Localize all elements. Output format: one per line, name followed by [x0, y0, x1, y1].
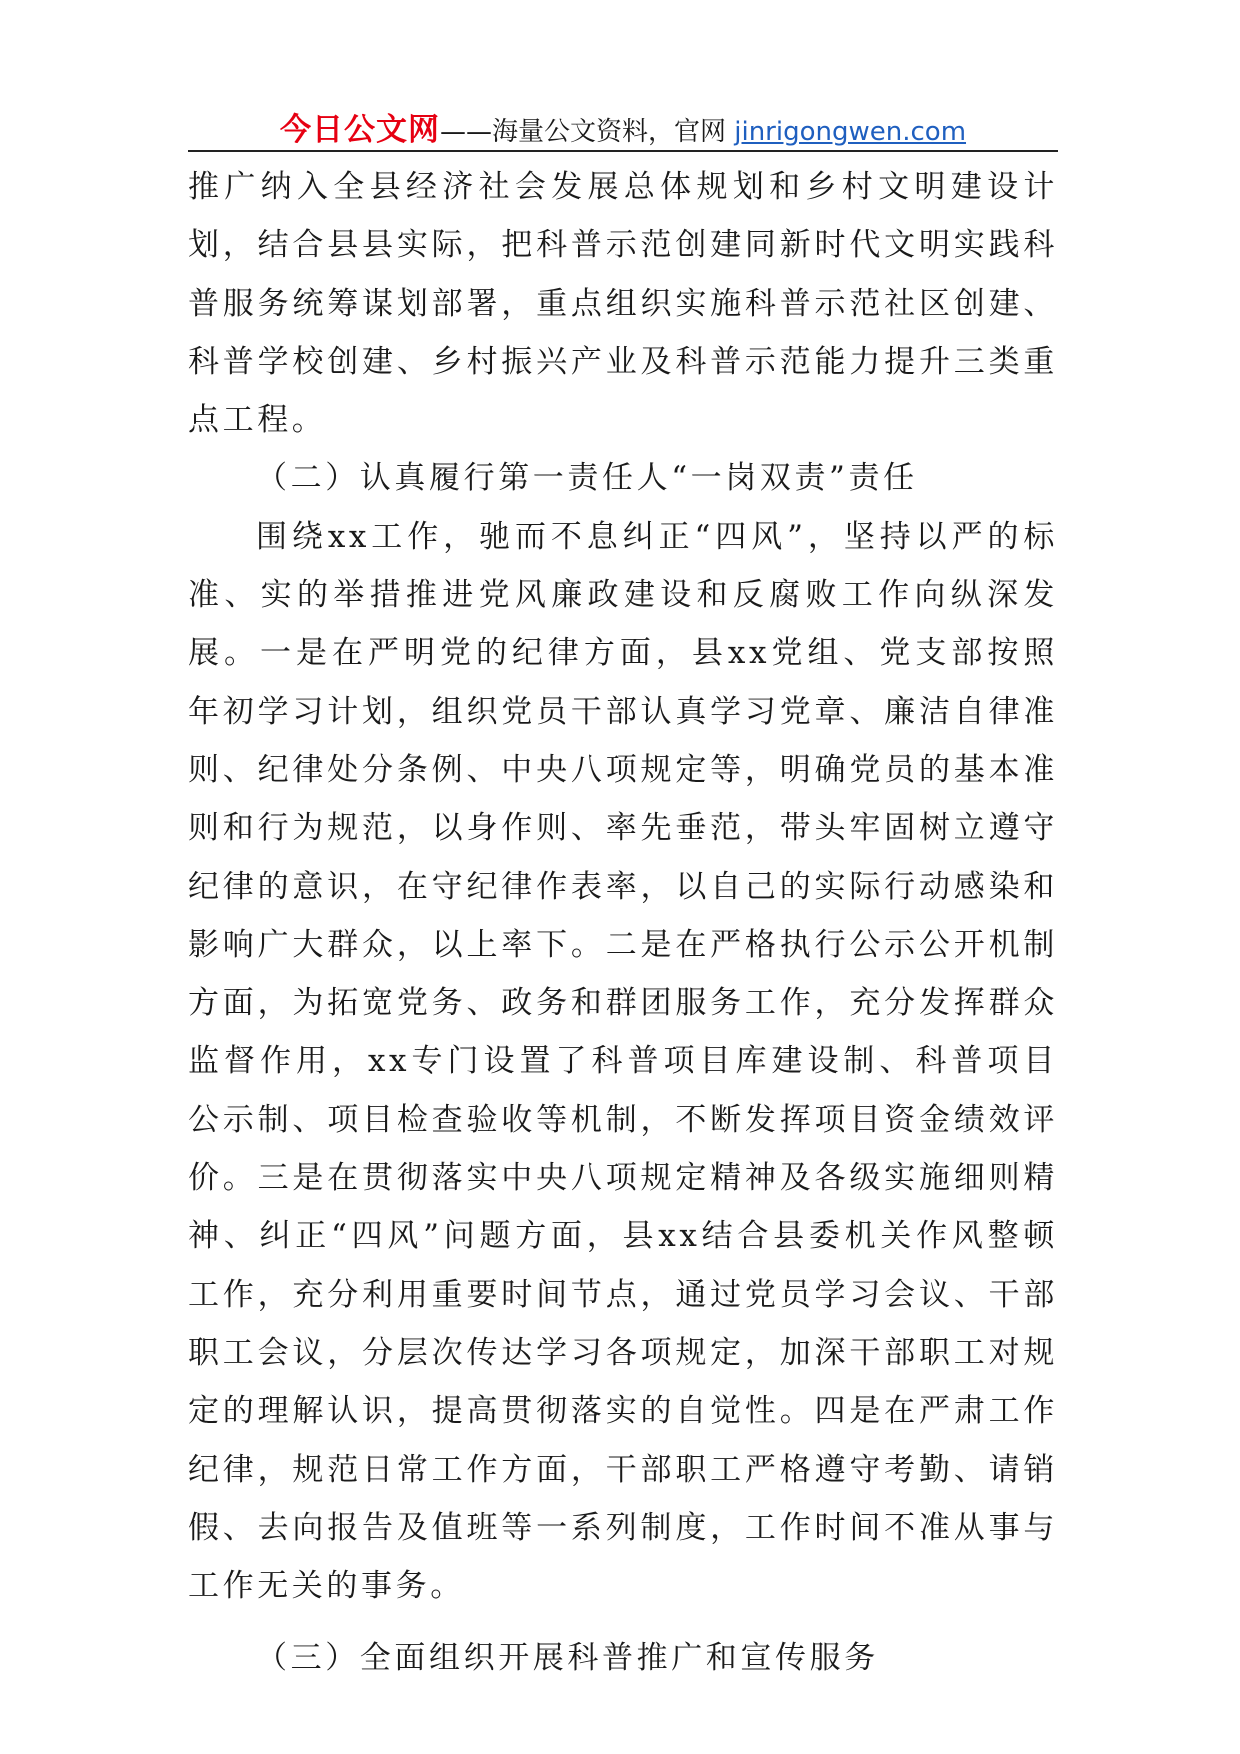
section-heading-2: （二）认真履行第一责任人“一岗双责”责任: [256, 460, 918, 497]
section-heading-3: （三）全面组织开展科普推广和宣传服务: [256, 1640, 879, 1677]
header-tagline: 海量公文资料，官网: [491, 117, 735, 147]
paragraph-2: 围绕xx工作，驰而不息纠正“四风”，坚持以严的标准、实的举措推进党风廉政建设和反腐败工作向纵深发展。一是在严明党的纪律方面，县xx党组、党支部按照年初学习计划，组织党员干部认真学习党章、廉洁自律准则、纪律处分条例、中央八项规定等，明确党员的基本准则和行为规范，以身作则、率先垂范，带头牢固树立遵守纪律的意识，在守纪律作表率，以自己的实际行动感染和影响广大群众，以上率下。二是在严格执行公示公开机制方面，为拓宽党务、政务和群团服务工作，充分发挥群众监督作用，xx专门设置了科普项目库建设制、科普项目公示制、项目检查验收等机制，不断发挥项目资金绩效评价。三是在贯彻落实中央八项规定精神及各级实施细则精神、纠正“四风”问题方面，县xx结合县委机关作风整顿工作，充分利用重要时间节点，通过党员学习会议、干部职工会议，分层次传达学习各项规定，加深干部职工对规定的理解认识，提高贯彻落实的自觉性。四是在严肃工作纪律，规范日常工作方面，干部职工严格遵守考勤、请销假、去向报告及值班等一系列制度，工作时间不准从事与工作无关的事务。: [188, 518, 1058, 1605]
paragraph-continued: 推广纳入全县经济社会发展总体规划和乡村文明建设计划，结合县县实际，把科普示范创建同新时代文明实践科普服务统筹谋划部署，重点组织实施科普示范社区创建、科普学校创建、乡村振兴产业及科普示范能力提升三类重点工程。: [188, 169, 1058, 439]
page-header: [188, 104, 1058, 152]
header-dash: ——: [439, 117, 492, 147]
document-body: [188, 158, 1058, 1688]
site-brand: 今日公文网: [279, 112, 440, 148]
site-url-link[interactable]: jinrigongwen.com: [734, 117, 967, 147]
